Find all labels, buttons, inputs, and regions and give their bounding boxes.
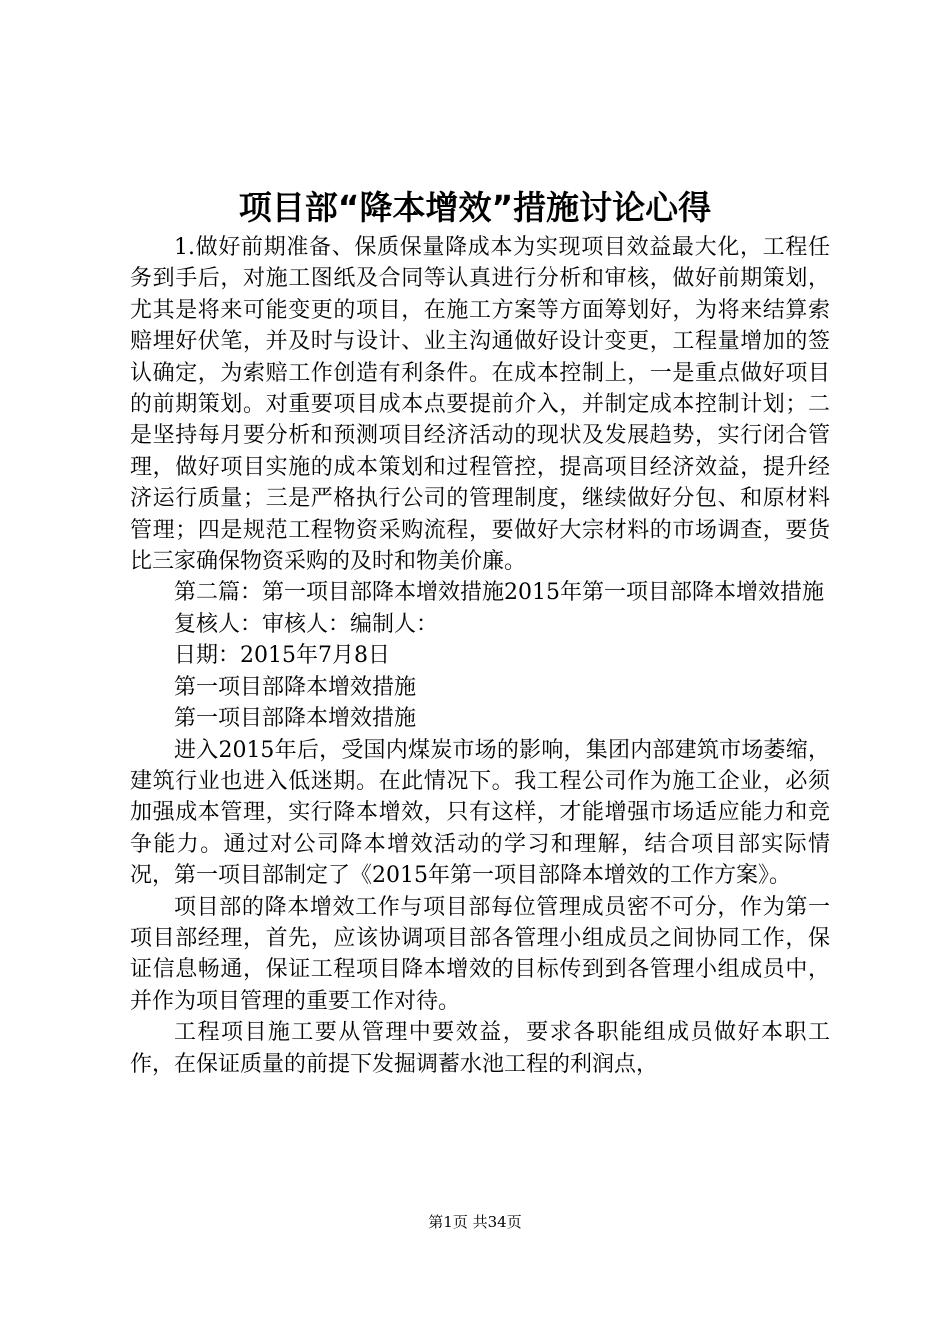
paragraph-market-background: 进入2015年后，受国内煤炭市场的影响，集团内部建筑市场萎缩，建筑行业也进入低迷期。在此情况下。我工程公司作为施工企业，必须加强成本管理，实行降本增效，只有这样，才能增强市场适应能力和竞争能力。通过对公司降本增效活动的学习和理解，结合项目部实际情况，第一项目部制定了《2015年第一项目部降本增效的工作方案》。 xyxy=(130,737,830,889)
paragraph-management-coordination: 项目部的降本增效工作与项目部每位管理成员密不可分，作为第一项目部经理，首先，应该协调项目部各管理小组成员之间协同工作，保证信息畅通，保证工程项目降本增效的目标传到到各管理小组成员中，并作为项目管理的重要工作对待。 xyxy=(130,894,830,1014)
document-body xyxy=(130,232,830,1080)
page-number-footer: 第1页 共34页 xyxy=(428,1213,522,1231)
paragraph-section-title-1: 第一项目部降本增效措施 xyxy=(174,674,417,700)
paragraph-date: 日期：2015年7月8日 xyxy=(174,643,390,669)
paragraph-construction-benefits: 工程项目施工要从管理中要效益，要求各职能组成员做好本职工作，在保证质量的前提下发掘调蓄水池工程的利润点， xyxy=(130,1020,830,1077)
paragraph-second-article-heading: 第二篇：第一项目部降本增效措施2015年第一项目部降本增效措施 xyxy=(174,580,824,606)
paragraph-section-title-2: 第一项目部降本增效措施 xyxy=(174,706,417,732)
document-title: 项目部“降本增效”措施讨论心得 xyxy=(238,188,712,227)
paragraph-signatories: 复核人：审核人：编制人： xyxy=(174,611,439,637)
paragraph-cost-control: 1.做好前期准备、保质保量降成本为实现项目效益最大化，工程任务到手后，对施工图纸及合同等认真进行分析和审核，做好前期策划，尤其是将来可能变更的项目，在施工方案等方面筹划好，为将来结算索赔埋好伏笔，并及时与设计、业主沟通做好设计变更，工程量增加的签认确定，为索赔工作创造有利条件。在成本控制上，一是重点做好项目的前期策划。对重要项目成本点要提前介入，并制定成本控制计划；二是坚持每月要分析和预测项目经济活动的现状及发展趋势，实行闭合管理，做好项目实施的成本策划和过程管控，提高项目经济效益，提升经济运行质量；三是严格执行公司的管理制度，继续做好分包、和原材料管理；四是规范工程物资采购流程，要做好大宗材料的市场调查，要货比三家确保物资采购的及时和物美价廉。 xyxy=(130,235,830,575)
